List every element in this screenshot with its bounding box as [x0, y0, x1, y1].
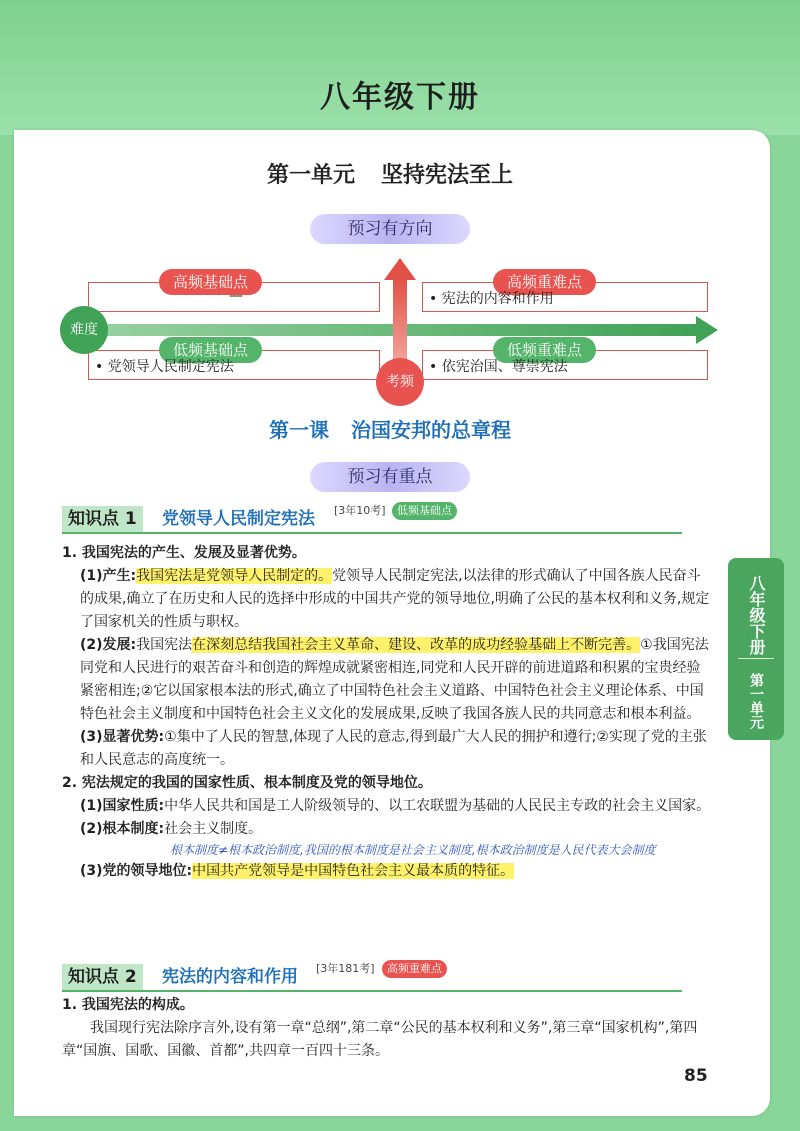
state-nature-label: (1)国家性质: [80, 798, 165, 814]
frequency-circle: 考频 [376, 358, 424, 406]
high-basic-label: 高频基础点 [159, 269, 262, 295]
kp1-badge: 知识点 1 [62, 506, 143, 532]
lesson-title [0, 414, 780, 443]
side-tab-grade: 八年级下册 [747, 575, 766, 655]
kp1-section-2-title: 2. 宪法规定的我国的国家性质、根本制度及党的领导地位。 [62, 775, 432, 791]
unit-number: 第一单元 [266, 163, 355, 188]
high-basic-content: — [229, 288, 243, 304]
kp1-section-1-title: 1. 我国宪法的产生、发展及显著优势。 [62, 545, 306, 561]
grade-title: 八年级下册 [320, 80, 480, 115]
development-label: (2)发展: [80, 637, 137, 653]
party-leadership-label: (3)党的领导地位: [80, 863, 193, 879]
frequency-difficulty-diagram [60, 250, 720, 400]
kp2-section-1-title: 1. 我国宪法的构成。 [62, 997, 194, 1013]
kp2-count: [3年181考] [316, 962, 375, 975]
state-nature-text: 中华人民共和国是工人阶级领导的、以工农联盟为基础的人民民主专政的社会主义国家。 [164, 798, 711, 814]
lesson-number: 第一课 [269, 418, 329, 442]
development-pre: 我国宪法 [136, 637, 193, 653]
development-text: ①我国宪法同党和人民进行的艰苦奋斗和创造的辉煌成就紧密相连,同党和人民开辟的前进道路和积累的宝贵经验紧密相连;②它以国家根本法的形式,确立了中国特色社会主义道路、中国特色社会主义理论体系、中国特色社会主义制度和中国特色社会主义文化的发展成果,反映了我国各族人民的共同意志和根本利益。 [80, 637, 709, 722]
kp1-para-party-leadership [62, 860, 712, 883]
kp2-title: 宪法的内容和作用 [162, 967, 298, 987]
difficulty-arrow-head [696, 316, 718, 344]
frequency-arrow-head [384, 258, 416, 280]
kp1-para-fundamental-system [62, 818, 712, 841]
kp1-para-advantage [62, 726, 712, 772]
page-number: 85 [684, 1066, 708, 1086]
kp1-title: 党领导人民制定宪法 [162, 509, 315, 529]
side-tab-unit: 第一单元 [748, 673, 764, 729]
kp1-tag: 低频基础点 [392, 502, 457, 520]
kp2-para-structure: 我国现行宪法除序言外,设有第一章“总纲”,第二章“公民的基本权利和义务”,第三章“国家机构”,第四章“国旗、国歌、国徽、首都”,共四章一百四十三条。 [62, 1020, 698, 1059]
kp1-body [62, 542, 712, 883]
difficulty-arrow [80, 324, 700, 336]
kp1-para-state-nature [62, 795, 712, 818]
low-basic-content: • 党领导人民制定宪法 [95, 359, 234, 375]
kp2-badge: 知识点 2 [62, 964, 143, 990]
origin-text: 党领导人民制定宪法,以法律的形式确认了中国各族人民奋斗的成果,确立了在历史和人民的选择中形成的中国共产党的领导地位,明确了公民的基本权利和义务,规定了国家机关的性质与职权。 [80, 568, 710, 630]
high-basic-box [88, 273, 380, 312]
preview-focus-pill: 预习有重点 [310, 462, 470, 492]
side-tab[interactable] [728, 558, 784, 740]
advantage-label: (3)显著优势: [80, 729, 165, 745]
preview-direction-pill: 预习有方向 [310, 214, 470, 244]
high-key-label: 高频重难点 [493, 269, 596, 295]
origin-highlight: 我国宪法是党领导人民制定的。 [136, 568, 333, 584]
difficulty-circle: 难度 [60, 306, 108, 354]
low-key-box [422, 341, 708, 380]
low-basic-box [88, 341, 380, 380]
low-key-label: 低频重难点 [493, 337, 596, 363]
kp2-tag: 高频重难点 [382, 960, 447, 978]
unit-title [0, 158, 780, 189]
high-key-box [422, 273, 708, 312]
kp1-para-origin [62, 565, 712, 634]
lesson-name: 治国安邦的总章程 [351, 418, 511, 442]
unit-name: 坚持宪法至上 [381, 163, 514, 188]
kp1-para-development [62, 634, 712, 726]
low-key-content: • 依宪治国、尊崇宪法 [429, 359, 568, 375]
advantage-text: ①集中了人民的智慧,体现了人民的意志,得到最广大人民的拥护和遵行;②实现了党的主张和人民意志的高度统一。 [80, 729, 707, 768]
kp2-body [62, 994, 712, 1063]
development-highlight: 在深刻总结我国社会主义革命、建设、改革的成功经验基础上不断完善。 [192, 637, 641, 653]
fundamental-system-text: 社会主义制度。 [164, 821, 263, 837]
kp1-count: [3年10考] [334, 504, 386, 517]
party-leadership-highlight: 中国共产党领导是中国特色社会主义最本质的特征。 [192, 863, 515, 879]
frequency-arrow [393, 278, 407, 366]
origin-label: (1)产生: [80, 568, 137, 584]
high-key-content: • 宪法的内容和作用 [429, 291, 554, 307]
knowledge-point-2-header [62, 964, 682, 992]
knowledge-point-1-header [62, 506, 682, 534]
fundamental-system-label: (2)根本制度: [80, 821, 165, 837]
handwritten-note: 根本制度≠根本政治制度,我国的根本制度是社会主义制度,根本政治制度是人民代表大会制度 [170, 843, 656, 857]
side-tab-divider [738, 658, 774, 659]
low-basic-label: 低频基础点 [159, 337, 262, 363]
